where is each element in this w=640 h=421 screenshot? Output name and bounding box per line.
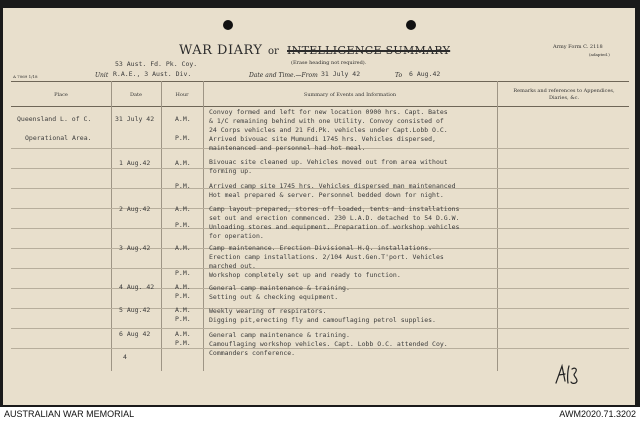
diary-title-or: or xyxy=(268,46,279,57)
summary-line: 24 Corps vehicles and 21 Fd.Pk. vehicles under Capt.Lobb O.C. xyxy=(209,126,448,134)
summary-line: for operation. xyxy=(209,232,264,240)
row-rule xyxy=(11,268,629,269)
place-entry: Queensland L. of C. xyxy=(17,115,92,123)
summary-line: maintenanced and personnel had hot meal. xyxy=(209,144,366,152)
hour-entry: A.M. xyxy=(175,244,191,252)
date-entry: 31 July 42 xyxy=(115,115,155,123)
summary-line: General camp maintenance & training. xyxy=(209,331,350,339)
col-date: Date xyxy=(130,92,142,98)
col-hour: Hour xyxy=(175,92,189,98)
summary-line: Camp maintenance. Erection Divisional H.Q. installations. xyxy=(209,244,433,252)
summary-line: Camp layout prepared, stores off loaded, tents and installations xyxy=(209,205,460,213)
hour-entry: P.M. xyxy=(175,221,191,229)
date-entry: 5 Aug.42 xyxy=(119,306,151,314)
hour-entry: A.M. xyxy=(175,159,191,167)
struck-title: INTELLIGENCE SUMMARY xyxy=(287,44,451,57)
date-to-label: To xyxy=(395,72,403,79)
footer-catalogue-id: AWM2020.71.3202 xyxy=(559,409,636,419)
date-to: 6 Aug.42 xyxy=(409,70,441,78)
col-summary: Summary of Events and Information xyxy=(303,92,397,98)
army-form: Army Form C. 2118 xyxy=(553,44,603,50)
war-diary-page xyxy=(3,8,635,405)
col-place: Place xyxy=(54,92,68,98)
hour-entry: A.M. xyxy=(175,115,191,123)
summary-line: Setting out & checking equipment. xyxy=(209,293,339,301)
unit-name: 53 Aust. Fd. Pk. Coy. xyxy=(115,60,198,68)
col-remarks: Remarks and references to Appendices, Diaries, &c. xyxy=(513,88,615,101)
table-top-rule xyxy=(11,81,629,82)
handwritten-signature xyxy=(553,363,581,387)
hour-entry: P.M. xyxy=(175,134,191,142)
row-rule xyxy=(11,348,629,349)
date-entry: 4 xyxy=(123,353,127,361)
summary-line: Camouflaging workshop vehicles. Capt. Lobb O.C. attended Coy. xyxy=(209,340,448,348)
unit-formation: R.A.E., 3 Aust. Div. xyxy=(113,70,192,78)
summary-line: & 1/C remaining behind with one Utility. Convoy consisted of xyxy=(209,117,444,125)
summary-line: set out and erection commenced. 230 L.A.D. detached to 54 D.G.W. xyxy=(209,214,460,222)
summary-line: Workshop completely set up and ready to function. xyxy=(209,271,401,279)
hour-entry: A.M. xyxy=(175,283,191,291)
adopted-note: (adapted.) xyxy=(589,52,610,57)
date-entry: 6 Aug 42 xyxy=(119,330,151,338)
summary-line: marched out. xyxy=(209,262,256,270)
hour-entry: P.M. xyxy=(175,315,191,323)
date-entry: 2 Aug.42 xyxy=(119,205,151,213)
hour-entry: A.M. xyxy=(175,306,191,314)
summary-line: forming up. xyxy=(209,167,253,175)
date-entry: 4 Aug. 42 xyxy=(119,283,155,291)
date-from: 31 July 42 xyxy=(321,70,361,78)
place-entry: Operational Area. xyxy=(25,134,92,142)
row-rule xyxy=(11,168,629,169)
row-rule xyxy=(11,328,629,329)
header-bottom-rule xyxy=(11,106,629,107)
summary-line: Erection camp installations. 2/104 Aust.Gen.T'port. Vehicles xyxy=(209,253,444,261)
summary-line: Weekly wearing of respirators. xyxy=(209,307,327,315)
hour-entry: P.M. xyxy=(175,292,191,300)
punch-hole-right xyxy=(406,20,416,30)
summary-line: Arrived bivouac site Mumundi 1745 hrs. Vehicles dispersed, xyxy=(209,135,436,143)
date-entry: 3 Aug.42 xyxy=(119,244,151,252)
hour-entry: P.M. xyxy=(175,269,191,277)
summary-line: Hot meal prepared & server. Personnel bedded down for night. xyxy=(209,191,444,199)
hour-entry: A.M. xyxy=(175,205,191,213)
summary-line: General camp maintenance & training. xyxy=(209,284,350,292)
hour-entry: A.M. xyxy=(175,330,191,338)
date-time-label: Date and Time.—From xyxy=(249,72,318,79)
summary-line: Commanders conference. xyxy=(209,349,296,357)
erase-note: (Erase heading not required). xyxy=(291,60,367,66)
footer-archive-name: AUSTRALIAN WAR MEMORIAL xyxy=(4,409,135,419)
diary-title: WAR DIARY xyxy=(179,43,263,58)
summary-line: Convoy formed and left for new location 0900 hrs. Capt. Bates xyxy=(209,108,448,116)
hour-entry: P.M. xyxy=(175,339,191,347)
summary-line: Unloading stores and equipment. Preparation of workshop vehicles xyxy=(209,223,460,231)
summary-line: Digging pit,erecting fly and camouflaging petrol supplies. xyxy=(209,316,436,324)
form-code: A 7069 1/18 xyxy=(13,74,38,79)
unit-label: Unit xyxy=(95,72,109,79)
hour-entry: P.M. xyxy=(175,182,191,190)
summary-line: Bivouac site cleaned up. Vehicles moved out from area without xyxy=(209,158,448,166)
date-entry: 1 Aug.42 xyxy=(119,159,151,167)
punch-hole-left xyxy=(223,20,233,30)
summary-line: Arrived camp site 1745 hrs. Vehicles dispersed man maintenanced xyxy=(209,182,456,190)
